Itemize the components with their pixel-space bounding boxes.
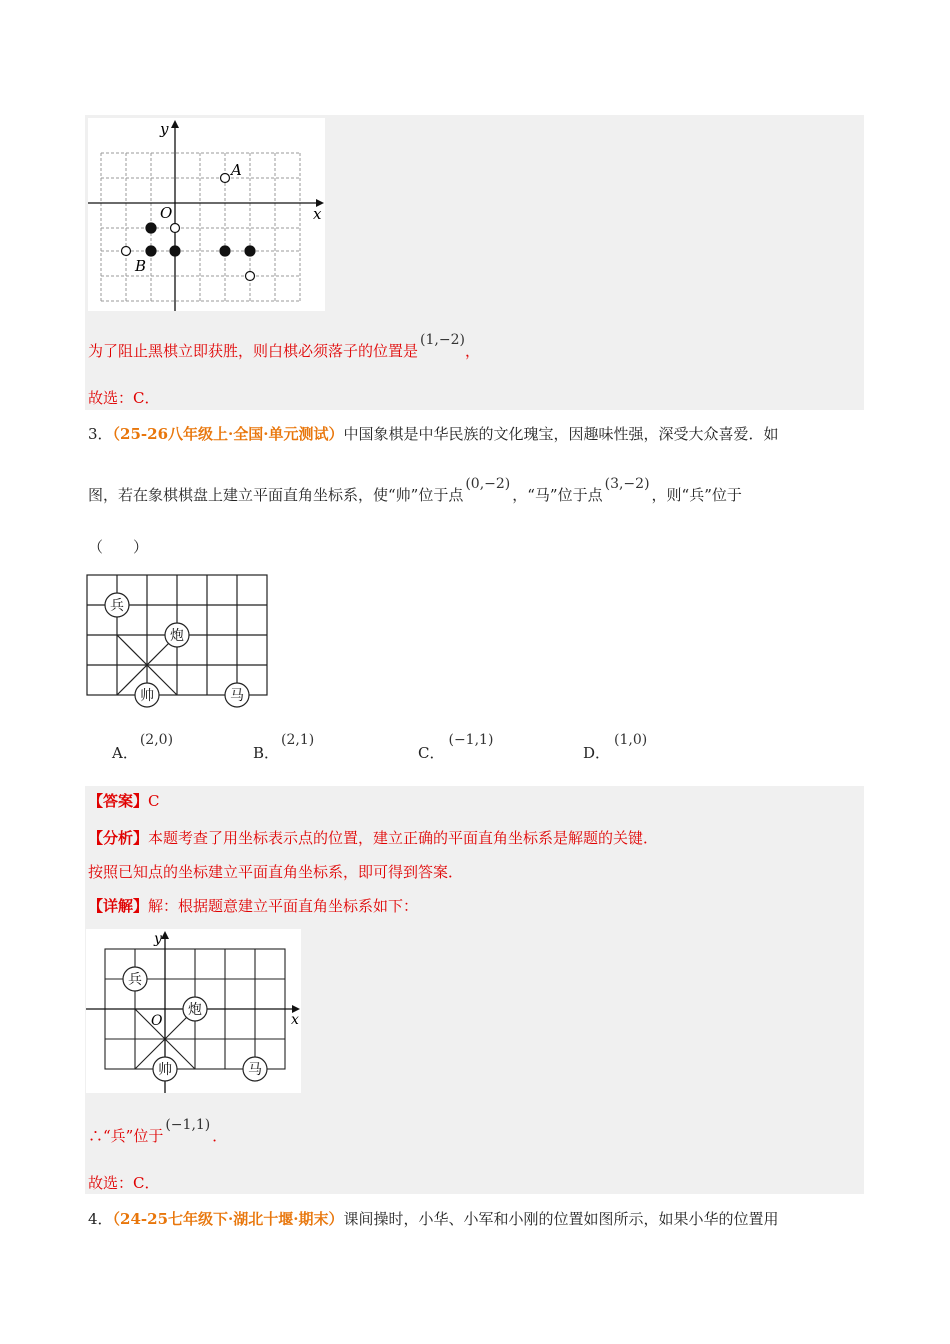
white-piece-a bbox=[221, 174, 230, 183]
black-piece bbox=[170, 246, 180, 256]
point-b-label: B bbox=[135, 257, 147, 275]
black-piece bbox=[146, 223, 156, 233]
piece-ma: 马 bbox=[230, 688, 244, 704]
y-axis-label: y bbox=[154, 931, 162, 947]
chess-coordinate-figure bbox=[86, 929, 301, 1093]
piece-ma: 马 bbox=[248, 1062, 262, 1078]
black-piece bbox=[146, 246, 156, 256]
y-axis-label: y bbox=[160, 120, 169, 138]
coordinate-figure-1 bbox=[88, 118, 325, 311]
solution3-choice: 故选：C． bbox=[88, 1174, 160, 1192]
piece-bing: 兵 bbox=[110, 598, 124, 614]
white-piece-b bbox=[122, 247, 131, 256]
option-a[interactable]: A．(2,0) bbox=[112, 732, 174, 762]
solution1-conclusion: 为了阻止黑棋立即获胜，则白棋必须落子的位置是(1,−2)， bbox=[88, 332, 480, 360]
piece-shuai: 帅 bbox=[158, 1062, 172, 1078]
white-piece bbox=[246, 272, 255, 281]
origin-label: O bbox=[151, 1013, 163, 1029]
option-d[interactable]: D．(1,0) bbox=[583, 732, 648, 762]
piece-bing: 兵 bbox=[128, 972, 142, 988]
question3-line1: 3．（25-26八年级上·全国·单元测试）中国象棋是中华民族的文化瑰宝，因趣味性强，深受大众喜爱．如 bbox=[88, 425, 779, 443]
point-a-label: A bbox=[231, 161, 242, 179]
analysis-line2: 按照已知点的坐标建立平面直角坐标系，即可得到答案． bbox=[88, 863, 464, 881]
piece-shuai: 帅 bbox=[140, 688, 154, 704]
question3-bracket: （ ） bbox=[88, 538, 149, 556]
coord-answer: (1,−2) bbox=[420, 332, 465, 348]
analysis-line: 【分析】本题考查了用坐标表示点的位置，建立正确的平面直角坐标系是解题的关键． bbox=[88, 829, 659, 847]
question3-line2: 图，若在象棋棋盘上建立平面直角坐标系，使“帅”位于点(0,−2)，“马”位于点(3,−2)，则“兵”位于 bbox=[88, 476, 742, 504]
origin-label: O bbox=[160, 204, 173, 222]
option-c[interactable]: C．(−1,1) bbox=[418, 732, 494, 762]
question4-source-tag: （24-25七年级下·湖北十堰·期末） bbox=[112, 1210, 344, 1228]
answer-value: C bbox=[148, 792, 160, 810]
chess-board-figure bbox=[86, 574, 270, 708]
solution1-choice: 故选：C． bbox=[88, 389, 160, 407]
detail-line: 【详解】解：根据题意建立平面直角坐标系如下： bbox=[88, 897, 419, 915]
black-piece bbox=[245, 246, 255, 256]
solution3-conclusion: ∴“兵”位于(−1,1)． bbox=[88, 1117, 228, 1145]
question3-source-tag: （25-26八年级上·全国·单元测试） bbox=[112, 425, 344, 443]
black-piece bbox=[220, 246, 230, 256]
piece-pao: 炮 bbox=[170, 628, 184, 644]
option-b[interactable]: B．(2,1) bbox=[253, 732, 315, 762]
question4-line1: 4．（24-25七年级下·湖北十堰·期末）课间操时，小华、小军和小刚的位置如图所示，如果小华的位置用 bbox=[88, 1210, 779, 1228]
white-piece bbox=[171, 224, 180, 233]
answer-line: 【答案】C bbox=[88, 792, 160, 810]
x-axis-label: x bbox=[291, 1012, 299, 1028]
piece-pao: 炮 bbox=[188, 1002, 202, 1018]
x-axis-label: x bbox=[313, 205, 322, 223]
